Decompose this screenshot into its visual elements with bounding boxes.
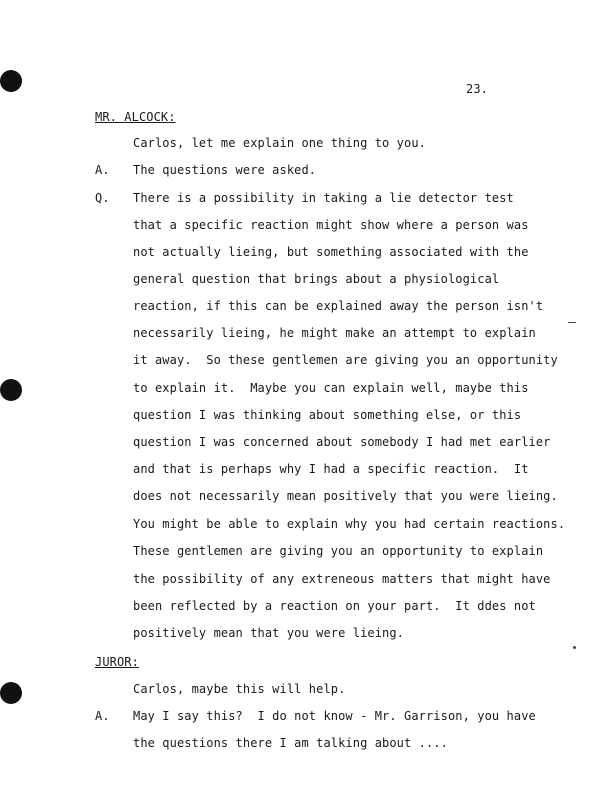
transcript-line: question I was thinking about something else, or this xyxy=(133,408,522,422)
transcript-line: the questions there I am talking about .... xyxy=(133,736,448,750)
transcript-line: May I say this? I do not know - Mr. Garrison, you have xyxy=(133,709,536,723)
transcript-line: necessarily lieing, he might make an attempt to explain xyxy=(133,326,536,340)
speaker-label: A. xyxy=(95,709,110,723)
transcript-line: to explain it. Maybe you can explain well, maybe this xyxy=(133,381,529,395)
transcript-line: reaction, if this can be explained away the person isn't xyxy=(133,299,544,313)
transcript-line: The questions were asked. xyxy=(133,163,317,177)
transcript-line: Carlos, maybe this will help. xyxy=(133,682,346,696)
speaker-heading: JUROR: xyxy=(95,655,139,669)
transcript-line: These gentlemen are giving you an opportunity to explain xyxy=(133,544,544,558)
margin-mark xyxy=(568,322,576,323)
transcript-line: been reflected by a reaction on your part. It ddes not xyxy=(133,599,536,613)
transcript-line: positively mean that you were lieing. xyxy=(133,626,405,640)
transcript-line: You might be able to explain why you had certain reactions. xyxy=(133,517,566,531)
punch-hole-bottom xyxy=(0,682,22,704)
page-number: 23. xyxy=(466,82,488,96)
transcript-line: that a specific reaction might show where a person was xyxy=(133,218,529,232)
transcript-line: and that is perhaps why I had a specific reaction. It xyxy=(133,462,529,476)
transcript-line: does not necessarily mean positively that you were lieing. xyxy=(133,489,558,503)
transcript-line: Carlos, let me explain one thing to you. xyxy=(133,136,426,150)
transcript-line: question I was concerned about somebody I had met earlier xyxy=(133,435,551,449)
speaker-heading: MR. ALCOCK: xyxy=(95,110,176,124)
transcript-line: There is a possibility in taking a lie detector test xyxy=(133,191,514,205)
transcript-line: not actually lieing, but something associated with the xyxy=(133,245,529,259)
punch-hole-middle xyxy=(0,379,22,401)
transcript-line: the possibility of any extreneous matters that might have xyxy=(133,572,551,586)
margin-mark xyxy=(573,646,576,649)
transcript-line: general question that brings about a physiological xyxy=(133,272,500,286)
speaker-label: Q. xyxy=(95,191,110,205)
punch-hole-top xyxy=(0,70,22,92)
speaker-label: A. xyxy=(95,163,110,177)
transcript-line: it away. So these gentlemen are giving you an opportunity xyxy=(133,353,558,367)
